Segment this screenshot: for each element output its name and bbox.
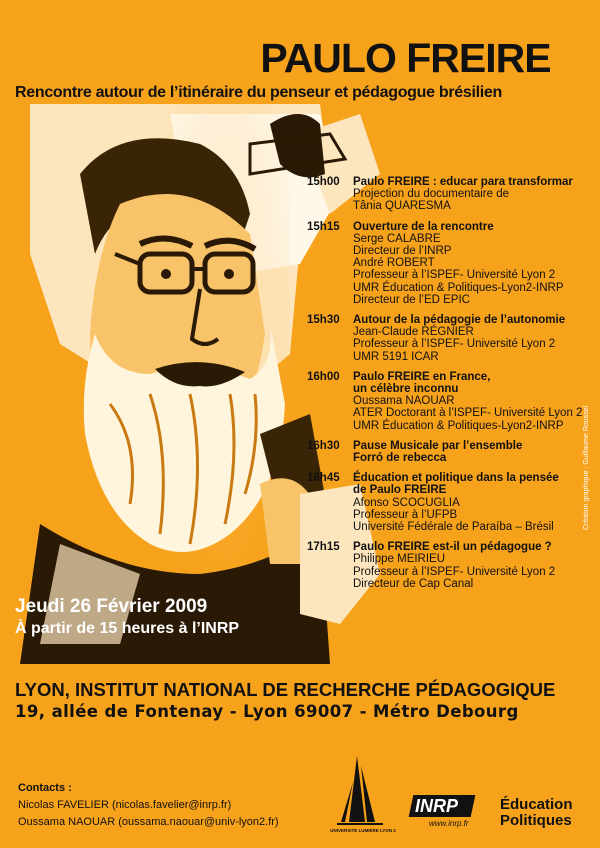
program-line: Jean-Claude RÉGNIER [353, 326, 474, 339]
time-line: À partir de 15 heures à l’INRP [15, 620, 240, 637]
program-time: 16h45 [307, 472, 340, 485]
program-line: Université Fédérale de Paraíba – Brésil [353, 521, 554, 534]
program-item [307, 221, 589, 306]
program-item [307, 472, 589, 533]
program-line: UMR 5191 ICAR [353, 350, 439, 363]
program-heading: Paulo FREIRE : educar para transformar [353, 176, 573, 188]
universite-logo-text: UNIVERSITÉ LUMIÈRE LYON 2 [330, 828, 396, 833]
contacts-heading: Contacts : [18, 782, 72, 794]
program-line: Professeur à l’ISPEF- Université Lyon 2 [353, 565, 556, 578]
program-schedule [307, 176, 589, 598]
program-line: Projection du documentaire de [353, 188, 509, 201]
program-heading: Éducation et politique dans la pensée [353, 472, 559, 485]
program-time: 15h30 [307, 314, 340, 327]
program-time: 16h00 [307, 370, 340, 383]
program-heading: Pause Musicale par l’ensemble [353, 439, 523, 452]
poster-title [16, 35, 551, 81]
universite-lyon2-logo [330, 752, 396, 834]
program-heading: de Paulo FREIRE [353, 484, 447, 497]
date-line: Jeudi 26 Février 2009 [15, 596, 208, 617]
inrp-url: www.inrp.fr [429, 819, 469, 828]
program-line: Directeur de Cap Canal [353, 577, 474, 590]
venue-block [15, 679, 590, 723]
venue-address: 19, allée de Fontenay - Lyon 69007 - Métro Debourg [15, 702, 519, 721]
contacts-block [18, 780, 279, 831]
program-line: Professeur à l’ISPEF- Université Lyon 2 [353, 338, 556, 351]
program-heading: Paulo FREIRE en France, [353, 370, 491, 383]
poster-subtitle: Rencontre autour de l’itinéraire du penseur et pédagogue brésilien [15, 84, 502, 101]
program-line: Directeur de l’INRP [353, 245, 452, 258]
program-item [307, 176, 589, 213]
program-heading: Autour de la pédagogie de l’autonomie [353, 314, 566, 327]
program-line: Serge CALABRE [353, 232, 441, 245]
title-part1: AUTOUR DE [16, 35, 250, 81]
design-credit: Création graphique : Guillaume Roussel [583, 405, 590, 530]
program-item [307, 371, 589, 432]
title-part2: PAULO FREIRE [260, 35, 551, 81]
program-heading: Paulo FREIRE est-il un pédagogue ? [353, 541, 552, 554]
program-line: Philippe MEIRIEU [353, 553, 446, 566]
inrp-logo [397, 795, 487, 835]
contact-line: Nicolas FAVELIER (nicolas.favelier@inrp.fr) [18, 799, 232, 811]
ep-logo-line: Éducation [500, 796, 573, 813]
ep-logo-line: Politiques [500, 812, 572, 829]
program-time: 17h15 [307, 541, 340, 554]
program-line: UMR Éducation & Politiques-Lyon2-INRP [353, 281, 564, 294]
inrp-logo-text: INRP [415, 796, 459, 816]
program-item [307, 440, 589, 464]
program-line: Professeur à l’ISPEF- Université Lyon 2 [353, 269, 556, 282]
program-item [307, 314, 589, 363]
program-heading: un célèbre inconnu [353, 383, 459, 396]
program-heading: Ouverture de la rencontre [353, 220, 494, 233]
program-heading: Forró de rebecca [353, 452, 447, 465]
event-date [15, 596, 239, 640]
program-time: 16h30 [307, 439, 340, 452]
program-line: Tânia QUARESMA [353, 200, 451, 213]
program-time: 15h15 [307, 220, 340, 233]
contact-line: Oussama NAOUAR (oussama.naouar@univ-lyon2.fr) [18, 816, 279, 828]
program-line: Professeur à l’UFPB [353, 508, 458, 521]
program-line: UMR Éducation & Politiques-Lyon2-INRP [353, 419, 564, 432]
venue-name: LYON, INSTITUT NATIONAL DE RECHERCHE PÉDAGOGIQUE [15, 679, 556, 700]
program-line: Afonso SCOCUGLIA [353, 496, 460, 509]
program-line: Directeur de l’ED EPIC [353, 293, 470, 306]
program-item [307, 541, 589, 590]
program-time: 15h00 [307, 176, 340, 188]
education-politiques-logo [500, 797, 573, 829]
program-line: André ROBERT [353, 257, 435, 270]
program-line: Oussama NAOUAR [353, 395, 455, 408]
program-line: ATER Doctorant à l’ISPEF- Université Lyon 2 [353, 407, 583, 420]
